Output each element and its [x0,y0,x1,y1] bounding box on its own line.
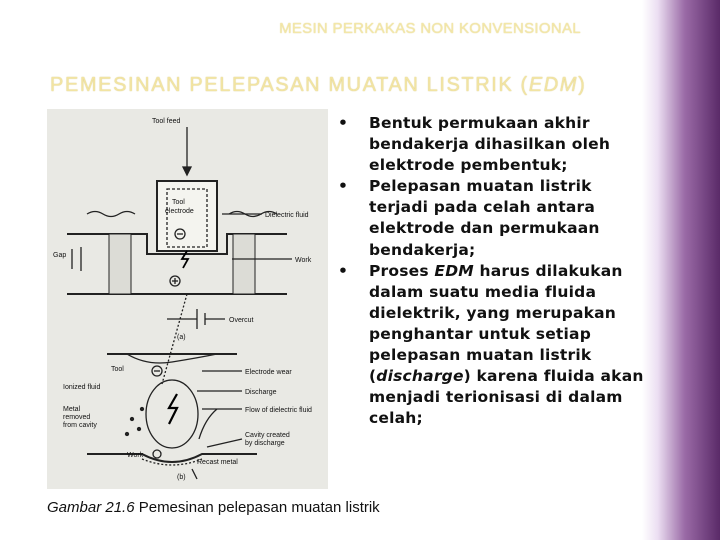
bullet-text: ( [369,367,377,386]
bullet-item-3 [338,261,708,430]
bullet-line: elektrode dan permukaan [369,219,600,238]
bullet-line: elektrode pembentuk; [369,156,568,175]
label-dielectric-fluid: Dielectric fluid [265,212,309,219]
bullet-text: harus dilakukan [473,261,623,280]
bullet-emphasis: discharge [376,367,464,386]
label-overcut: Overcut [229,317,254,324]
bullet-line: dalam suatu media fluida [369,282,597,301]
bullet-line: celah; [369,409,423,428]
label-discharge: Discharge [245,389,277,396]
bullet-line: menjadi terionisasi di dalam [369,388,623,407]
edm-diagram-figure [47,109,328,489]
bullet-line: dielektrik, yang merupakan [369,303,617,322]
bullet-line: bendakerja dihasilkan oleh [369,135,611,154]
label-metal-removed-3: from cavity [63,422,97,429]
label-panel-a: (a) [177,334,186,341]
label-tool-electrode-1: Tool [172,199,185,206]
bullet-item-2 [338,176,708,260]
bullet-line: Pelepasan muatan listrik [369,177,592,196]
figure-caption [47,499,380,516]
bullet-line [369,261,708,282]
bullet-list [338,113,708,429]
work-block-right [233,234,255,294]
caption-text: Pemesinan pelepasan muatan listrik [138,499,380,516]
bullet-emphasis: EDM [434,261,474,280]
label-work-b: Work [127,452,144,459]
caption-number: Gambar 21.6 [47,499,135,516]
slide-header: MESIN PERKAKAS NON KONVENSIONAL [279,20,581,37]
title-main: PEMESINAN PELEPASAN MUATAN LISTRIK ( [50,74,529,96]
label-cavity-created-2: by discharge [245,440,285,447]
tool-feed-arrowhead [183,167,191,175]
label-recast-metal: Recast metal [197,459,238,466]
flow-arrow [199,409,217,439]
label-panel-b: (b) [177,474,186,481]
discharge-bolt [169,394,177,424]
bullet-marker: • [338,114,349,132]
bullet-line: Bentuk permukaan akhir [369,114,590,132]
bullet-text: ) karena fluida akan [463,367,644,386]
work-block-left [109,234,131,294]
bullet-line [369,366,708,387]
label-tool-electrode-2: electrode [165,208,194,215]
slide-title [50,74,586,97]
tool-electrode-body [157,181,217,251]
bullet-line: pelepasan muatan listrik [369,346,592,365]
work-b-positive [153,450,161,458]
bullet-line: bendakerja; [369,240,476,259]
title-close: ) [578,74,587,96]
label-tool-feed: Tool feed [152,118,181,125]
title-emphasis: EDM [528,74,579,96]
label-flow-dielectric: Flow of dielectric fluid [245,407,312,414]
electrode-wear-profile [127,354,217,363]
label-metal-removed-1: Metal [63,406,81,413]
label-electrode-wear: Electrode wear [245,369,292,376]
bullet-marker: • [338,177,349,196]
edm-diagram [47,109,328,489]
bullet-line: penghantar untuk setiap [369,324,592,343]
label-tool-b: Tool [111,366,124,373]
label-ionized-fluid: Ionized fluid [63,384,101,391]
bullet-line: terjadi pada celah antara [369,198,596,217]
discharge-column [146,380,198,448]
label-gap: Gap [53,252,67,259]
label-cavity-created-1: Cavity created [245,432,290,439]
dielectric-wave-left [87,212,135,217]
label-work: Work [295,257,312,264]
label-metal-removed-2: removed [63,414,91,421]
bullet-text: Proses [369,261,435,280]
bullet-marker: • [338,261,349,280]
bullet-item-1 [338,113,708,176]
